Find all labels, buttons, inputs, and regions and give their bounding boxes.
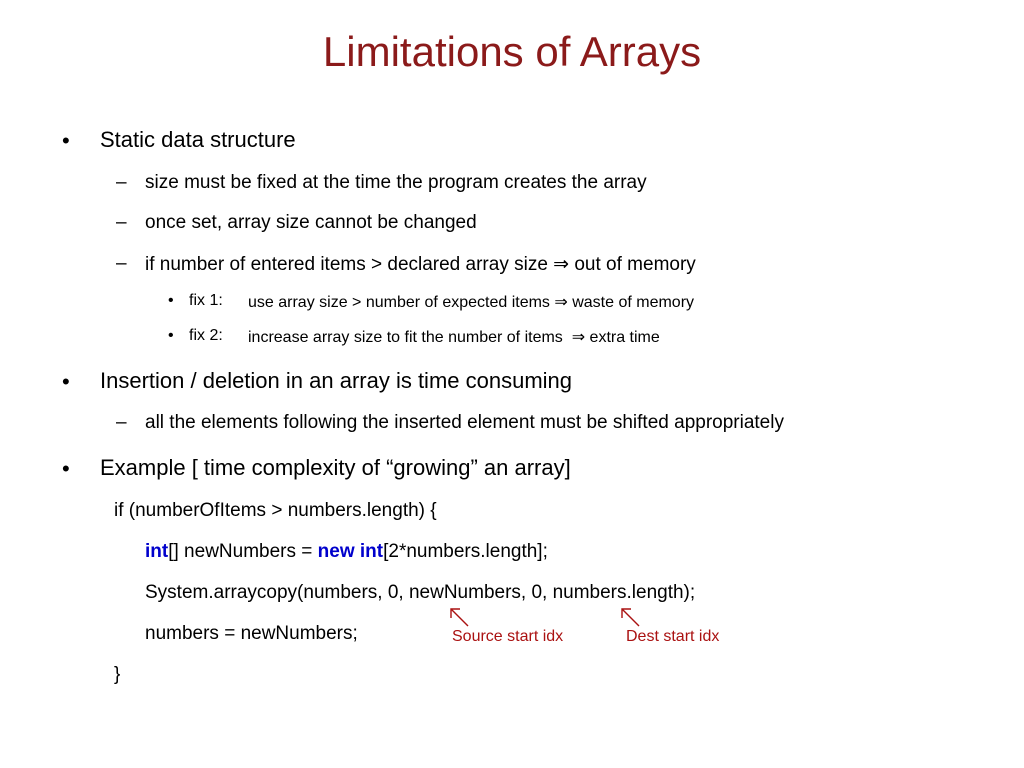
dash-marker: –: [116, 212, 127, 233]
bullet-marker: •: [62, 128, 70, 153]
code-line-arraycopy: System.arraycopy(numbers, 0, newNumbers, 0, numbers.length);: [145, 582, 696, 603]
keyword-int: int: [145, 541, 169, 562]
code-line-assign: numbers = newNumbers;: [145, 623, 358, 644]
sub-item: if number of entered items > declared array size ⇒ out of memory: [145, 254, 696, 275]
bullet-marker: •: [168, 327, 174, 344]
dash-marker: –: [116, 412, 127, 433]
bullet-static-label: Static data structure: [100, 127, 296, 152]
code-text: [] newNumbers =: [168, 541, 318, 562]
fix-text: use array size > number of expected items ⇒ waste of memory: [248, 294, 695, 311]
sub-item: size must be fixed at the time the program creates the array: [145, 172, 647, 193]
keyword-new-int: new int: [317, 541, 384, 562]
bullet-insertion-label: Insertion / deletion in an array is time consuming: [100, 368, 573, 393]
code-line-new-array: [145, 541, 548, 563]
code-line-if: if (numberOfItems > numbers.length) {: [114, 500, 437, 521]
dest-start-idx-note: Dest start idx: [626, 628, 720, 645]
dash-marker: –: [116, 253, 127, 274]
code-line-close-brace: }: [114, 664, 121, 685]
fix-label: fix 2:: [189, 327, 223, 344]
code-text: [2*numbers.length];: [383, 541, 548, 562]
sub-item: all the elements following the inserted element must be shifted appropriately: [145, 412, 784, 433]
dash-marker: –: [116, 172, 127, 193]
bullet-marker: •: [168, 292, 174, 309]
bullet-example-label: Example [ time complexity of “growing” an array]: [100, 455, 571, 480]
fix-text: increase array size to fit the number of items ⇒ extra time: [248, 329, 660, 346]
source-start-idx-note: Source start idx: [452, 628, 564, 645]
bullet-marker: •: [62, 456, 70, 481]
fix-label: fix 1:: [189, 292, 223, 309]
sub-item: once set, array size cannot be changed: [145, 212, 477, 233]
slide-title: Limitations of Arrays: [322, 28, 702, 75]
bullet-marker: •: [62, 369, 70, 394]
